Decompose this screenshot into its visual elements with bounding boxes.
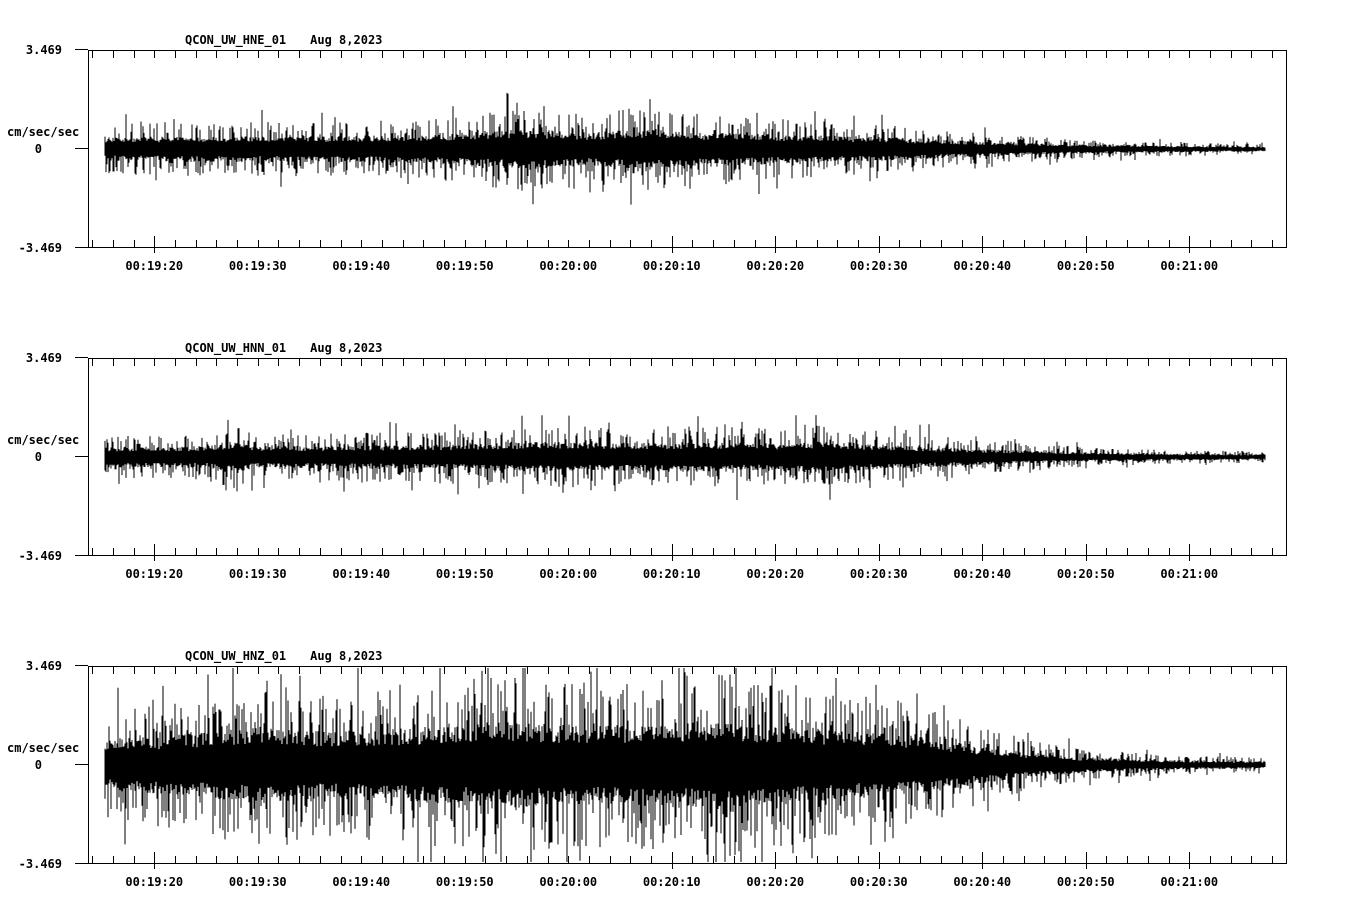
waveform-plot-hne[interactable] <box>88 50 1287 248</box>
time-axis-label: 00:20:40 <box>953 567 1012 581</box>
ytick-mark-min <box>75 247 88 248</box>
seismogram-panel-hne <box>7 33 1287 273</box>
time-axis-label: 00:20:20 <box>746 259 805 273</box>
ytick-mark-zero <box>75 456 88 457</box>
time-axis-label: 00:19:50 <box>435 567 494 581</box>
time-axis-labels <box>88 567 1287 581</box>
ytick-zero-label: 0 <box>34 758 42 772</box>
ytick-max-label: 3.469 <box>25 351 62 365</box>
ytick-zero-label: 0 <box>34 450 42 464</box>
time-axis-label: 00:20:10 <box>642 567 701 581</box>
waveform-trace <box>105 415 1265 500</box>
ytick-mark-zero <box>75 148 88 149</box>
station-channel-label: QCON_UW_HNE_01 <box>185 33 287 47</box>
amplitude-unit-label: cm/sec/sec <box>7 433 80 447</box>
waveform-trace <box>105 93 1265 205</box>
date-label: Aug 8,2023 <box>310 649 383 663</box>
ytick-max-label: 3.469 <box>25 659 62 673</box>
ytick-max-label: 3.469 <box>25 43 62 57</box>
time-axis-label: 00:19:20 <box>125 567 184 581</box>
time-axis-label: 00:19:40 <box>332 567 391 581</box>
panel-title <box>185 341 382 355</box>
time-axis-label: 00:19:30 <box>228 259 287 273</box>
time-axis-label: 00:19:20 <box>125 875 184 889</box>
time-axis-label: 00:20:30 <box>849 259 908 273</box>
station-channel-label: QCON_UW_HNN_01 <box>185 341 287 355</box>
ytick-mark-min <box>75 863 88 864</box>
time-axis-label: 00:20:20 <box>746 567 805 581</box>
waveform-plot-hnz[interactable] <box>88 666 1287 864</box>
ytick-mark-max <box>75 665 88 666</box>
time-axis-label: 00:20:30 <box>849 567 908 581</box>
time-axis-label: 00:20:00 <box>539 259 598 273</box>
ytick-zero-label: 0 <box>34 142 42 156</box>
station-channel-label: QCON_UW_HNZ_01 <box>185 649 287 663</box>
time-axis-labels <box>88 259 1287 273</box>
time-axis-label: 00:19:30 <box>228 875 287 889</box>
ytick-mark-min <box>75 555 88 556</box>
date-label: Aug 8,2023 <box>310 33 383 47</box>
time-axis-label: 00:19:20 <box>125 259 184 273</box>
seismogram-panel-hnn <box>7 341 1287 581</box>
time-axis-label: 00:21:00 <box>1160 567 1219 581</box>
panel-title <box>185 33 382 47</box>
time-axis-label: 00:20:00 <box>539 567 598 581</box>
ytick-mark-zero <box>75 764 88 765</box>
time-axis-label: 00:20:10 <box>642 259 701 273</box>
time-axis-labels <box>88 875 1287 889</box>
time-axis-label: 00:20:40 <box>953 875 1012 889</box>
time-axis-label: 00:20:50 <box>1056 259 1115 273</box>
amplitude-unit-label: cm/sec/sec <box>7 741 80 755</box>
ytick-min-label: -3.469 <box>18 549 62 563</box>
time-axis-label: 00:21:00 <box>1160 875 1219 889</box>
ytick-min-label: -3.469 <box>18 241 62 255</box>
time-axis-label: 00:20:40 <box>953 259 1012 273</box>
time-axis-label: 00:21:00 <box>1160 259 1219 273</box>
time-axis-label: 00:20:20 <box>746 875 805 889</box>
time-axis-label: 00:19:50 <box>435 259 494 273</box>
time-axis-label: 00:19:50 <box>435 875 494 889</box>
ytick-mark-max <box>75 357 88 358</box>
waveform-trace <box>105 668 1265 862</box>
ytick-min-label: -3.469 <box>18 857 62 871</box>
waveform-plot-hnn[interactable] <box>88 358 1287 556</box>
time-axis-label: 00:20:50 <box>1056 875 1115 889</box>
panel-title <box>185 649 382 663</box>
time-axis-label: 00:20:50 <box>1056 567 1115 581</box>
amplitude-unit-label: cm/sec/sec <box>7 125 80 139</box>
ytick-mark-max <box>75 49 88 50</box>
time-axis-label: 00:20:00 <box>539 875 598 889</box>
time-axis-label: 00:20:10 <box>642 875 701 889</box>
time-axis-label: 00:19:30 <box>228 567 287 581</box>
seismogram-panel-hnz <box>7 649 1287 889</box>
time-axis-label: 00:19:40 <box>332 875 391 889</box>
time-axis-label: 00:20:30 <box>849 875 908 889</box>
date-label: Aug 8,2023 <box>310 341 383 355</box>
time-axis-label: 00:19:40 <box>332 259 391 273</box>
